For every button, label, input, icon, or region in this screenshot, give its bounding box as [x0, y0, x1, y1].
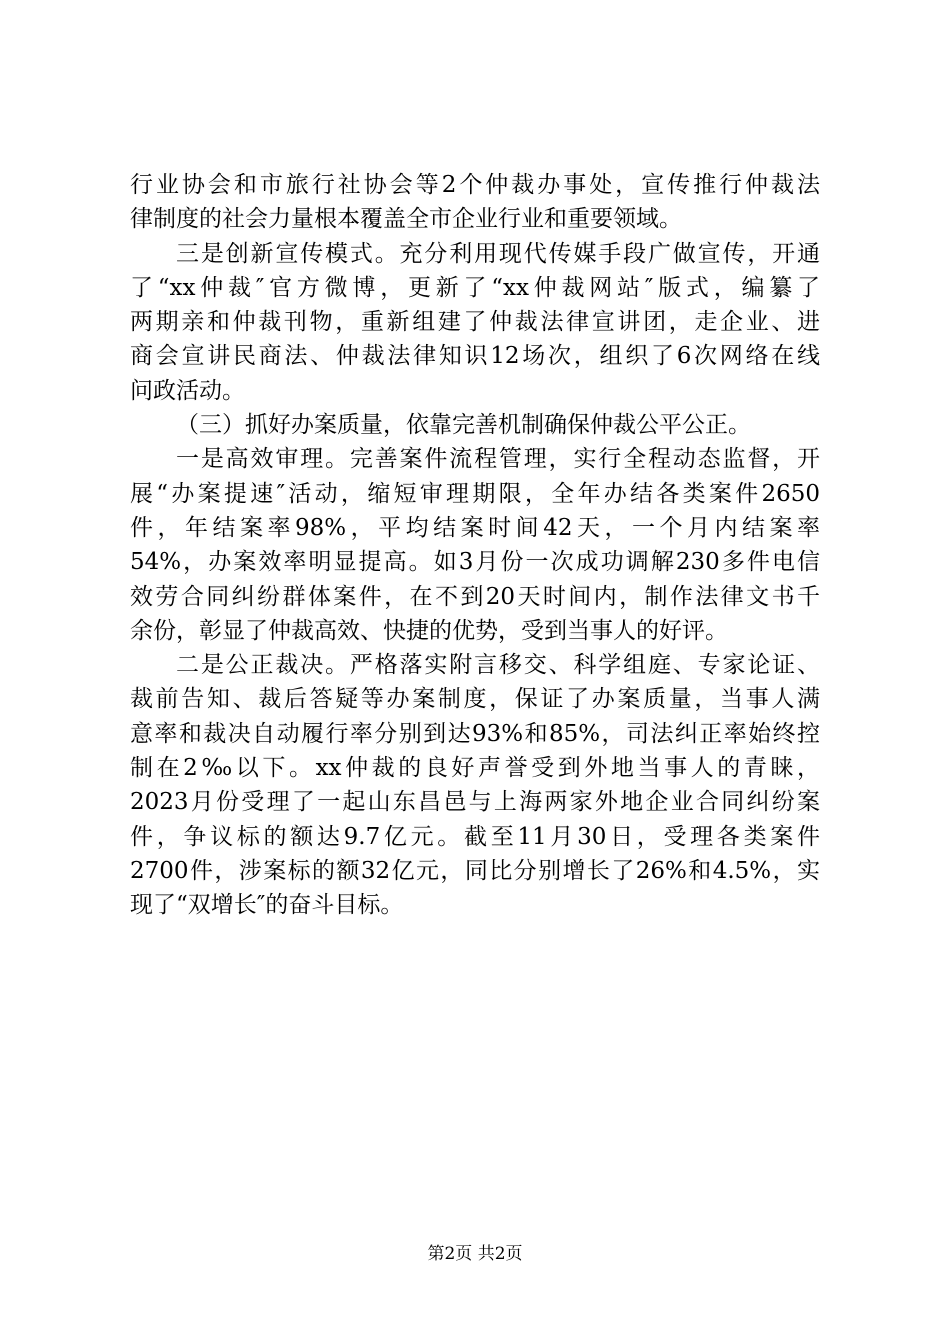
text-line: 件，争议标的额达9.7亿元。截至11月30日，受理各类案件: [130, 823, 820, 850]
text-line: 裁前告知、裁后答疑等办案制度，保证了办案质量，当事人满: [130, 686, 820, 713]
text-line: 2700件，涉案标的额32亿元，同比分别增长了26%和4.5%，实: [130, 857, 820, 884]
text-line: 展“办案提速″活动，缩短审理期限，全年办结各类案件2650: [130, 480, 820, 507]
section-heading: （三）抓好办案质量，依靠完善机制确保仲裁公平公正。: [176, 412, 751, 439]
text-line: 问政活动。: [130, 377, 245, 404]
text-line: 制在2‰以下。xx仲裁的良好声誉受到外地当事人的青睐，: [130, 755, 820, 782]
text-line: 件，年结案率98%，平均结案时间42天，一个月内结案率: [130, 514, 820, 541]
text-line: 二是公正裁决。严格落实附言移交、科学组庭、专家论证、: [176, 652, 820, 679]
page-footer: 第2页 共2页: [427, 1244, 523, 1264]
text-line: 三是创新宣传模式。充分利用现代传媒手段广做宣传，开通: [176, 240, 820, 267]
text-line: 54%，办案效率明显提高。如3月份一次成功调解230多件电信: [130, 549, 820, 576]
text-line: 商会宣讲民商法、仲裁法律知识12场次，组织了6次网络在线: [130, 343, 820, 370]
text-line: 了“xx仲裁″官方微博，更新了“xx仲裁网站″版式，编纂了: [130, 274, 820, 301]
text-line: 意率和裁决自动履行率分别到达93%和85%，司法纠正率始终控: [130, 720, 820, 747]
text-line: 两期亲和仲裁刊物，重新组建了仲裁法律宣讲团，走企业、进: [130, 309, 820, 336]
text-line: 效劳合同纠纷群体案件，在不到20天时间内，制作法律文书千: [130, 583, 820, 610]
text-line: 律制度的社会力量根本覆盖全市企业行业和重要领域。: [130, 206, 682, 233]
text-line: 余份，彰显了仲裁高效、快捷的优势，受到当事人的好评。: [130, 617, 728, 644]
text-line: 2023月份受理了一起山东昌邑与上海两家外地企业合同纠纷案: [130, 789, 820, 816]
text-line: 现了“双增长″的奋斗目标。: [130, 892, 404, 919]
text-line: 行业协会和市旅行社协会等2个仲裁办事处，宣传推行仲裁法: [130, 172, 820, 198]
body-text: [130, 168, 820, 923]
text-line: 一是高效审理。完善案件流程管理，实行全程动态监督，开: [176, 446, 820, 473]
